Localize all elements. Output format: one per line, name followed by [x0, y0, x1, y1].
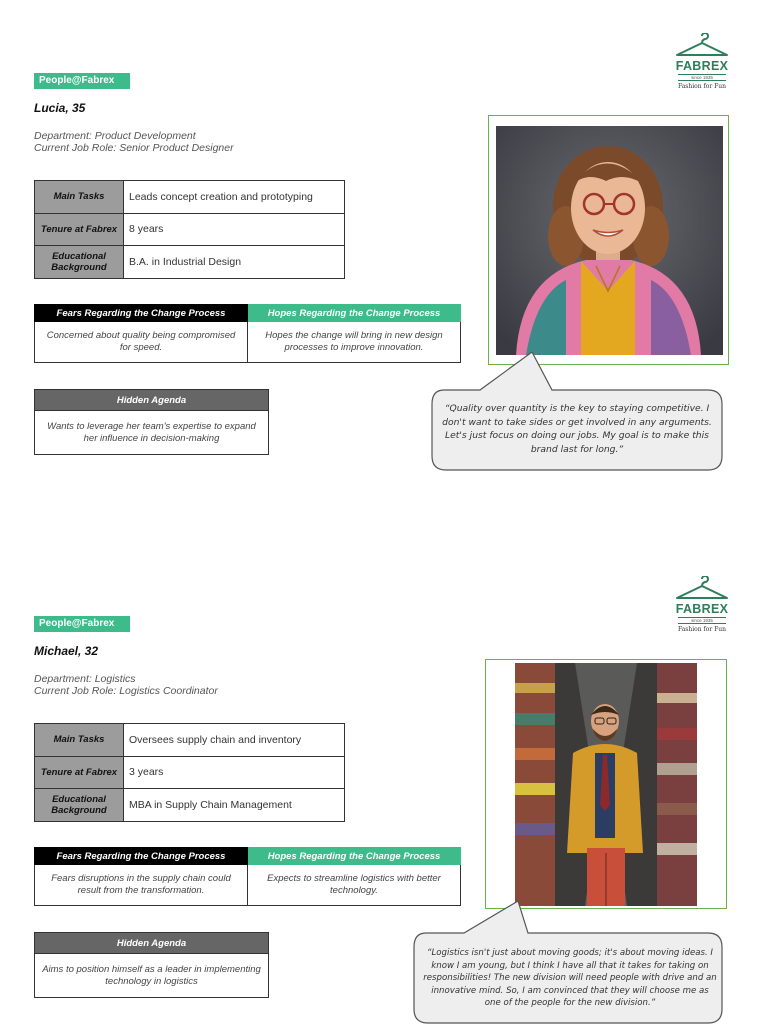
hidden-agenda-text: Wants to leverage her team's expertise to expand her influence in decision-making: [35, 411, 269, 455]
fears-text: Fears disruptions in the supply chain could result from the transformation.: [35, 865, 248, 906]
hidden-agenda-header: Hidden Agenda: [35, 933, 269, 954]
tenure-value: 8 years: [124, 213, 345, 246]
persona-department: Department: Product Development: [34, 130, 196, 142]
hidden-agenda-header: Hidden Agenda: [35, 390, 269, 411]
fears-header: Fears Regarding the Change Process: [35, 305, 248, 322]
brand-name: FABREX: [675, 59, 729, 73]
persona-name: Michael, 32: [34, 644, 99, 658]
main-tasks-value: Oversees supply chain and inventory: [124, 724, 345, 757]
education-label: Educational Background: [35, 789, 124, 822]
main-tasks-label: Main Tasks: [35, 724, 124, 757]
persona-department-block: [34, 673, 218, 697]
fears-hopes-table: [34, 304, 461, 363]
persona-info-table: [34, 723, 345, 822]
table-row: [35, 246, 345, 279]
persona-info-table: [34, 180, 345, 279]
hopes-header: Hopes Regarding the Change Process: [248, 305, 461, 322]
main-tasks-label: Main Tasks: [35, 181, 124, 214]
brand-since: since 1935: [678, 617, 726, 624]
table-row: [35, 213, 345, 246]
table-row: [35, 756, 345, 789]
table-row: [35, 181, 345, 214]
persona-photo-frame: [485, 659, 727, 909]
persona-job-role: Current Job Role: Logistics Coordinator: [34, 685, 218, 697]
fabrex-logo: [672, 33, 732, 91]
table-row: [35, 724, 345, 757]
fears-header: Fears Regarding the Change Process: [35, 848, 248, 865]
people-at-fabrex-tag: People@Fabrex: [34, 616, 130, 632]
persona-quote: “Quality over quantity is the key to staying competitive. I don't want to take sides or get involved in any arguments. Let's just focus on doing our jobs. My goal is to make this brand last for long.”: [442, 403, 712, 455]
fears-text: Concerned about quality being compromised for speed.: [35, 322, 248, 363]
education-value: MBA in Supply Chain Management: [124, 789, 345, 822]
tenure-value: 3 years: [124, 756, 345, 789]
brand-since: since 1935: [678, 74, 726, 81]
hanger-icon: [674, 576, 730, 602]
persona-quote: “Logistics isn't just about moving goods; it's about moving ideas. I know I am young, but I think I have all that it takes for taking on responsibilities! The new division will need people with drive and an innovative mind. So, I am convinced that they will choose me as one of the people for the new division.”: [423, 948, 717, 1008]
table-row: [35, 789, 345, 822]
hanger-icon: [674, 33, 730, 59]
brand-slogan: Fashion for Fun: [677, 626, 727, 633]
hopes-header: Hopes Regarding the Change Process: [248, 848, 461, 865]
persona-photo-frame: [488, 115, 729, 365]
tenure-label: Tenure at Fabrex: [35, 756, 124, 789]
tenure-label: Tenure at Fabrex: [35, 213, 124, 246]
hidden-agenda-table: [34, 389, 269, 455]
main-tasks-value: Leads concept creation and prototyping: [124, 181, 345, 214]
brand-name: FABREX: [675, 602, 729, 616]
persona-photo: [496, 126, 723, 355]
hidden-agenda-table: [34, 932, 269, 998]
persona-card-michael: [0, 543, 768, 1024]
people-at-fabrex-tag: People@Fabrex: [34, 73, 130, 89]
hidden-agenda-text: Aims to position himself as a leader in implementing technology in logistics: [35, 954, 269, 998]
fears-hopes-table: [34, 847, 461, 906]
persona-name: Lucia, 35: [34, 101, 86, 115]
persona-department-block: [34, 130, 234, 154]
persona-photo: [515, 663, 697, 906]
brand-slogan: Fashion for Fun: [677, 83, 727, 90]
persona-department: Department: Logistics: [34, 673, 136, 685]
education-value: B.A. in Industrial Design: [124, 246, 345, 279]
persona-job-role: Current Job Role: Senior Product Designer: [34, 142, 234, 154]
hopes-text: Hopes the change will bring in new design processes to improve innovation.: [248, 322, 461, 363]
fabrex-logo: [672, 576, 732, 634]
hopes-text: Expects to streamline logistics with better technology.: [248, 865, 461, 906]
education-label: Educational Background: [35, 246, 124, 279]
